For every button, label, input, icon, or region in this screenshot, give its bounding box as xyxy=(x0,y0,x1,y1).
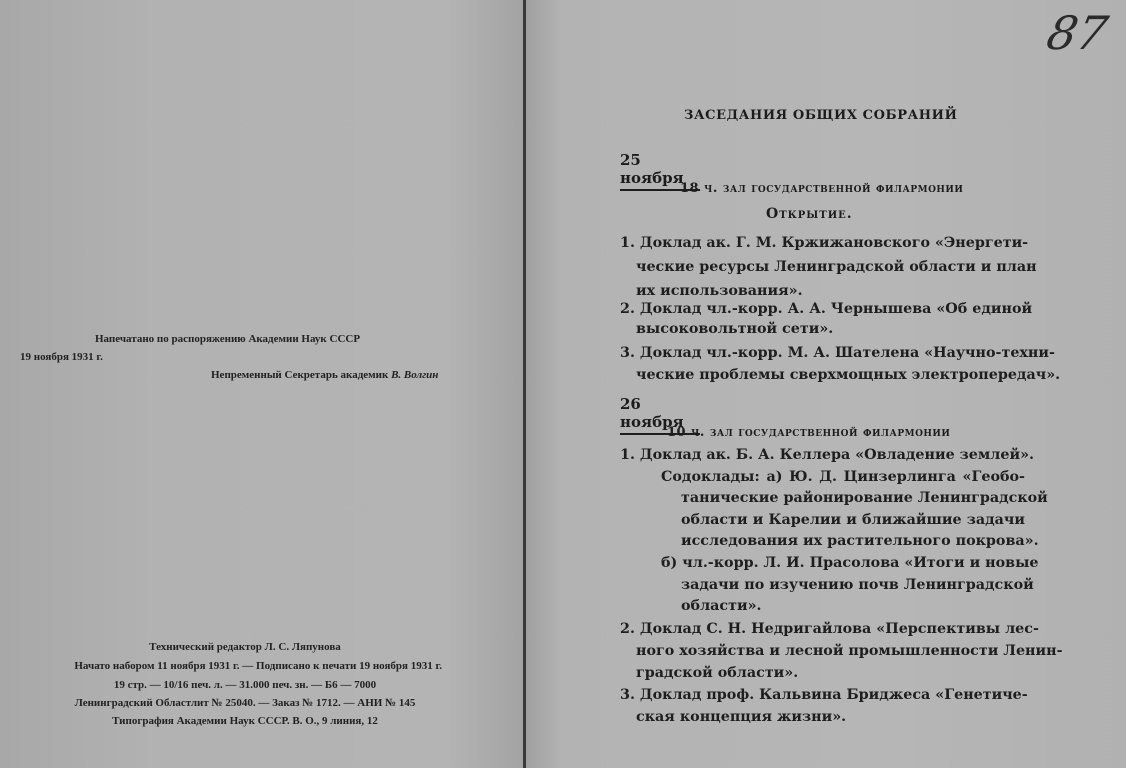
day-date: 25 ноября xyxy=(620,151,700,191)
section-title: ЗАСЕДАНИЯ ОБЩИХ СОБРАНИЙ xyxy=(684,108,958,123)
report-line: ного хозяйства и лесной промышленности Ленин- xyxy=(636,643,1063,659)
colophon-specs: 19 стр. — 10/16 печ. л. — 31.000 печ. зн. — Б6 — 7000 xyxy=(113,679,377,691)
colophon-printer: Типография Академии Наук СССР. В. О., 9 линия, 12 xyxy=(112,715,378,727)
imprint-line: Напечатано по распоряжению Академии Наук СССР xyxy=(95,333,361,345)
report-line: 2. Доклад С. Н. Недригайлова «Перспективы лес- xyxy=(620,621,1039,637)
report-line: области и Карелии и ближайшие задачи xyxy=(681,512,1025,528)
report-line: высоковольтной сети». xyxy=(636,321,834,337)
opening-label: Открытие. xyxy=(766,206,853,222)
colophon-dates xyxy=(0,660,470,672)
day-venue: 18 ч. зал государственной филармонии xyxy=(680,181,964,196)
report-line: Содоклады: а) Ю. Д. Цинзерлинга «Геобо- xyxy=(661,469,1025,485)
report-line: б) чл.-корр. Л. И. Прасолова «Итоги и новые xyxy=(661,555,1039,571)
imprint-secretary xyxy=(211,369,438,381)
report-line: градской области». xyxy=(636,665,799,681)
report-line: 3. Доклад проф. Кальвина Бриджеса «Генетиче- xyxy=(620,687,1028,703)
report-line: их использования». xyxy=(636,283,803,299)
day-date: 26 ноября xyxy=(620,395,700,435)
secretary-prefix: Непременный Секретарь академик xyxy=(211,369,389,381)
colophon-license: Ленинградский Областлит № 25040. — Заказ № 1712. — АНИ № 145 xyxy=(74,697,416,709)
day-venue: 10 ч. зал государственной филармонии xyxy=(667,425,951,440)
secretary-name: В. Волгин xyxy=(391,369,439,381)
report-line: ческие проблемы сверхмощных электропередач». xyxy=(636,367,1061,383)
report-line: ческие ресурсы Ленинградской области и план xyxy=(636,259,1037,275)
handwritten-page-number: 87 xyxy=(1042,6,1113,60)
report-line: 3. Доклад чл.-корр. М. А. Шателена «Научно-техни- xyxy=(620,345,1055,361)
report-line: области». xyxy=(681,598,762,614)
colophon-dates-text: Начато набором 11 ноября 1931 г. — Подписано к печати 19 ноября 1931 г. xyxy=(74,660,442,672)
report-line: 1. Доклад ак. Г. М. Кржижановского «Энергети- xyxy=(620,235,1029,251)
book-gutter xyxy=(523,0,526,768)
report-line: 1. Доклад ак. Б. А. Келлера «Овладение землей». xyxy=(620,447,1035,463)
imprint-date: 19 ноября 1931 г. xyxy=(20,351,103,363)
colophon-editor: Технический редактор Л. С. Ляпунова xyxy=(149,641,341,653)
report-line: 2. Доклад чл.-корр. А. А. Чернышева «Об единой xyxy=(620,301,1033,317)
report-line: ская концепция жизни». xyxy=(636,709,847,725)
report-line: задачи по изучению почв Ленинградской xyxy=(681,577,1034,593)
report-line: танические районирование Ленинградской xyxy=(681,490,1048,506)
report-line: исследования их растительного покрова». xyxy=(681,533,1039,549)
